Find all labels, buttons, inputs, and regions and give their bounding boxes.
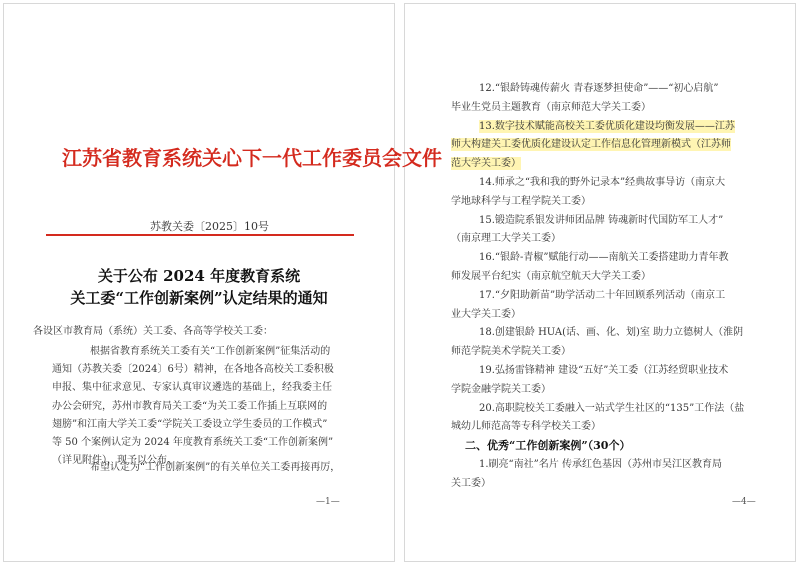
list-line (451, 475, 771, 494)
red-divider-line (46, 234, 354, 236)
body-line: 翅膀”和江南大学关工委“学院关工委设立学生委员的工作模式” (52, 418, 328, 430)
notice-title-line2: 关工委“工作创新案例”认定结果的通知 (70, 289, 328, 307)
list-line (451, 343, 771, 362)
list-text: 学地球科学与工程学院关工委） (451, 195, 591, 207)
list-text: 20.高职院校关工委融入一站式学生社区的“135”工作法（盐 (479, 402, 745, 414)
page-number-right: —4— (732, 497, 756, 507)
list-line (451, 306, 771, 325)
list-line (451, 287, 771, 306)
body-line: 等 50 个案例认定为 2024 年度教育系统关工委“工作创新案例” (52, 436, 334, 448)
list-line (451, 324, 771, 343)
list-line (451, 456, 771, 475)
body-line: 办公会研究，苏州市教育局关工委“为关工委工作插上互联网的 (52, 400, 328, 412)
body-line: 通知（苏教关委〔2024〕6号）精神，在各地各高校关工委积极 (52, 364, 334, 376)
list-text: 二、优秀“工作创新案例”（30个） (465, 439, 631, 453)
body-line: 根据省教育系统关工委有关“工作创新案例”征集活动的 (90, 346, 331, 357)
list-text: 17.“夕阳助新苗”助学活动二十年回顾系列活动（南京工 (479, 289, 726, 301)
body-paragraph-2 (52, 459, 364, 477)
list-line (451, 99, 771, 118)
list-line (451, 400, 771, 419)
body-line: （详见附件），现予以公布。 (52, 455, 177, 467)
list-line (451, 80, 771, 99)
highlighted-text: 13.数字技术赋能高校关工委优质化建设均衡发展——江苏 (479, 120, 735, 132)
section-heading (451, 437, 771, 456)
list-text: 18.创建银龄 HUA(话、画、化、划)室 助力立德树人（淮阴 (479, 327, 744, 339)
list-text: 师发展平台纪实（南京航空航天大学关工委） (451, 270, 651, 282)
page-number-left: —1— (316, 497, 340, 507)
highlighted-text: 师大构建关工委优质化建设认定工作信息化管理新模式（江苏师 (451, 139, 731, 151)
list-line (451, 193, 771, 212)
list-line (451, 362, 771, 381)
body-line: 希望认定为“工作创新案例”的有关单位关工委再接再厉， (90, 462, 341, 473)
list-line (451, 268, 771, 287)
list-text: 12.“银龄铸魂传薪火 青春逐梦担使命”——“初心启航” (479, 83, 719, 94)
list-text: 毕业生党员主题教育（南京师范大学关工委） (451, 101, 651, 113)
list-text: 1.刷亮“南社”名片 传承红色基因（苏州市吴江区教育局 (479, 458, 722, 470)
list-line (451, 174, 771, 193)
list-text: 19.弘扬雷锋精神 建设“五好”关工委（江苏经贸职业技术 (479, 364, 729, 376)
list-line (451, 249, 771, 268)
list-text: 14.师承之“我和我的野外记录本”经典故事导访（南京大 (479, 176, 726, 188)
list-text: 业大学关工委） (451, 308, 521, 320)
list-line (451, 136, 771, 155)
case-list (451, 80, 771, 494)
list-text: 学院金融学院关工委） (451, 383, 551, 395)
list-line (451, 212, 771, 231)
list-text: 城幼儿师范高等专科学校关工委） (451, 421, 601, 433)
list-text: 关工委） (451, 477, 491, 489)
list-text: （南京理工大学关工委） (451, 233, 561, 245)
list-line (451, 418, 771, 437)
list-text: 师范学院美术学院关工委） (451, 346, 571, 358)
body-paragraph-1 (52, 343, 364, 470)
highlighted-text: 范大学关工委） (451, 158, 521, 170)
agency-header: 江苏省教育系统关心下一代工作委员会文件 (62, 146, 442, 170)
list-text: 16.“银龄-青椒”赋能行动——南航关工委搭建助力青年教 (479, 252, 729, 264)
list-line (451, 230, 771, 249)
list-line (451, 118, 771, 137)
list-text: 15.锻造院系银发讲师团品牌 铸魂新时代国防军工人才” (479, 214, 724, 226)
notice-title-line1: 关于公布 2024 年度教育系统 (97, 267, 301, 285)
body-line: 申报、集中征求意见、专家认真审议遴选的基础上，经我委主任 (52, 382, 332, 394)
list-line (451, 381, 771, 400)
list-line (451, 155, 771, 174)
document-number: 苏教关委〔2025〕10号 (150, 220, 269, 233)
addressee: 各设区市教育局（系统）关工委、各高等学校关工委： (33, 326, 273, 337)
